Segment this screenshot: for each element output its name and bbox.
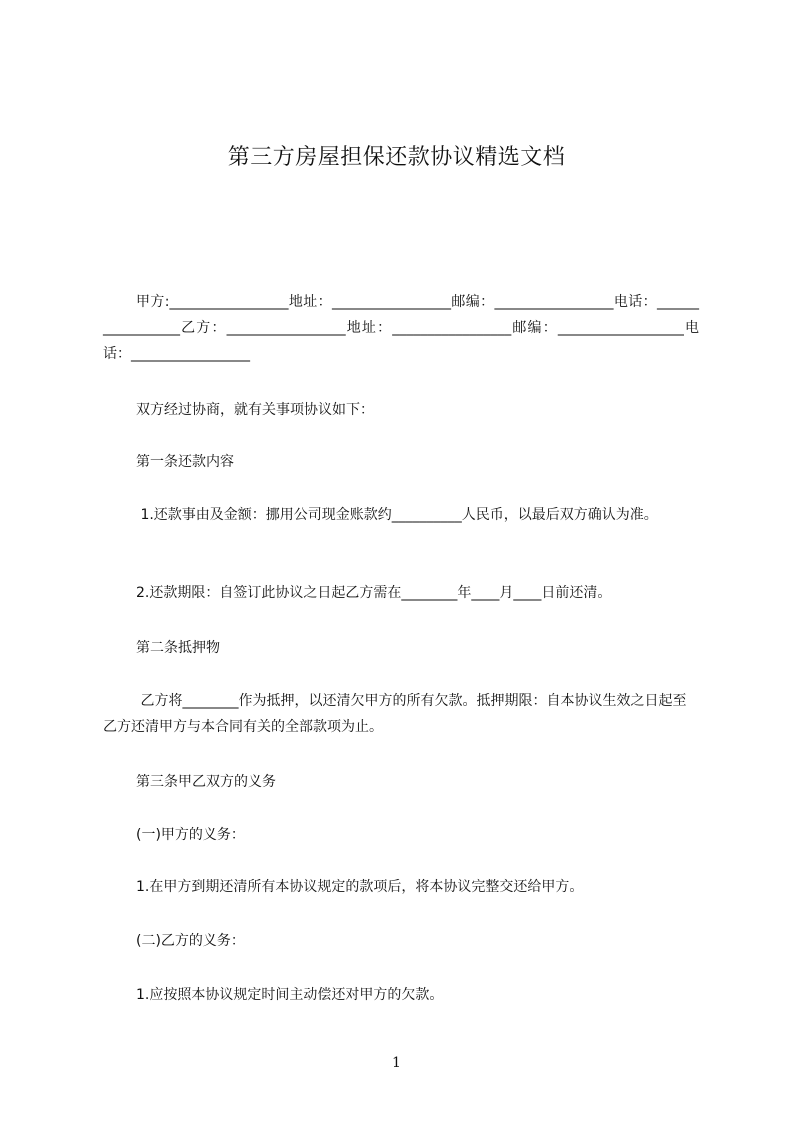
clause-1-2: 2.还款期限：自签订此协议之日起乙方需在________年____月____日前还清。: [136, 585, 612, 601]
clause-3-a-1: 1.在甲方到期还清所有本协议规定的款项后，将本协议完整交还给甲方。: [136, 879, 584, 895]
clause-2-body: 乙方将________作为抵押，以还清欠甲方的所有欠款。抵押期限：自本协议生效之日起至乙方还清甲方与本合同有关的全部款项为止。: [103, 693, 687, 735]
document-title: 第三方房屋担保还款协议精选文档: [227, 145, 566, 170]
subsection-party-b: (二)乙方的义务：: [136, 933, 245, 949]
subsection-party-a: (一)甲方的义务：: [136, 827, 245, 843]
party-info-block: 甲方:_________________地址：_________________邮编：_________________电话：_________________乙方：_________________地址：_________________邮编：__________________电话：_________________: [103, 294, 699, 362]
clause-3-b-1: 1.应按照本协议规定时间主动偿还对甲方的欠款。: [136, 987, 444, 1003]
section-heading-3: 第三条甲乙双方的义务: [136, 774, 276, 790]
section-heading-1: 第一条还款内容: [136, 454, 234, 470]
clause-1-1: 1.还款事由及金额：挪用公司现金账款约__________人民币，以最后双方确认为准。: [136, 507, 658, 523]
page-number: 1: [392, 1055, 401, 1071]
intro-paragraph: 双方经过协商，就有关事项协议如下：: [136, 402, 374, 418]
section-heading-2: 第二条抵押物: [136, 640, 220, 656]
